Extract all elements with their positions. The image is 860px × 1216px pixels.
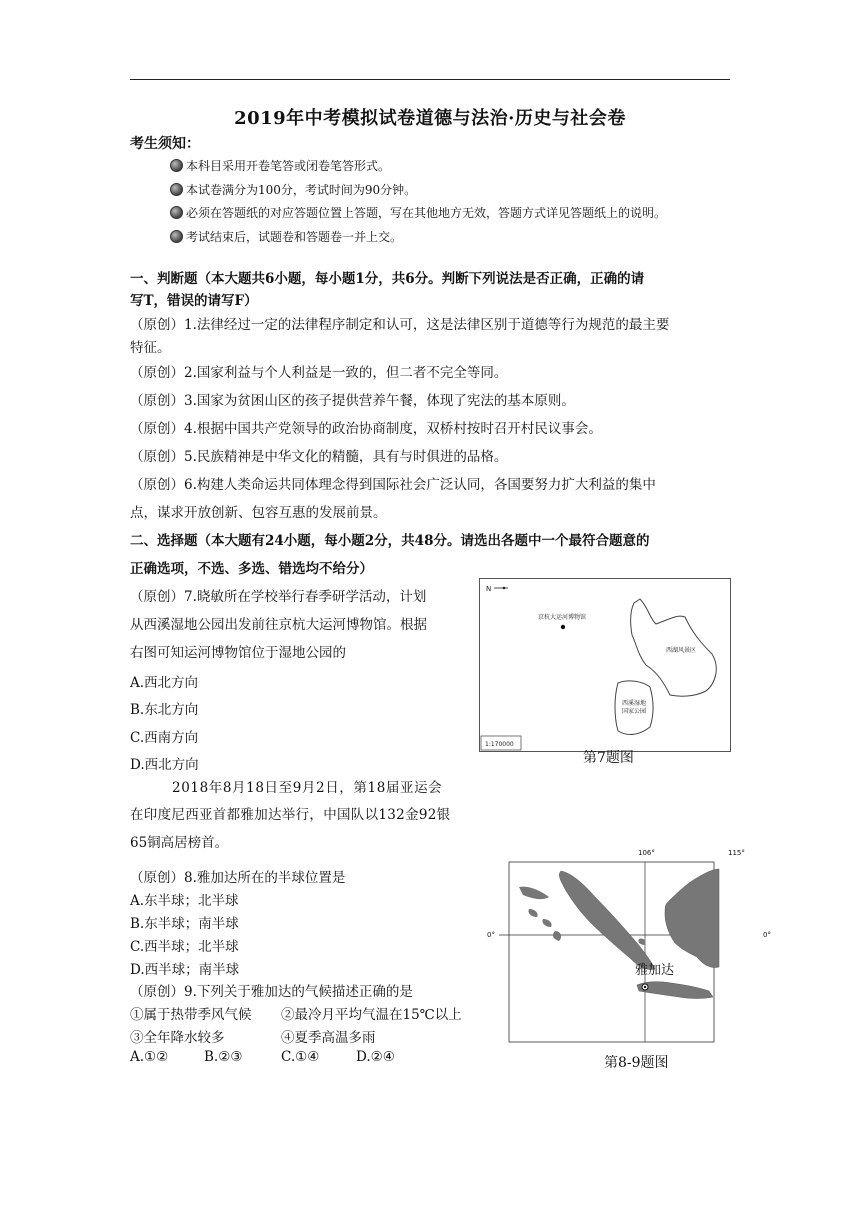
indonesia-map	[499, 857, 729, 1043]
q9-option-c: C.①④	[281, 1049, 320, 1065]
question-7-cont: 右图可知运河博物馆位于湿地公园的	[130, 645, 346, 661]
bullet-icon	[170, 159, 183, 172]
question-8: （原创）8.雅加达所在的半球位置是	[130, 870, 346, 886]
bullet-icon	[170, 230, 183, 243]
q7-option-c: C.西南方向	[130, 730, 199, 746]
q9-option-d: D.②④	[356, 1049, 395, 1065]
lon-label-115: 115°	[728, 849, 745, 857]
notice-heading: 考生须知：	[130, 136, 200, 152]
question-6-cont: 点，谋求开放创新、包容互惠的发展前景。	[130, 505, 387, 521]
question-6: （原创）6.构建人类命运共同体理念得到国际社会广泛认同，各国要努力扩大利益的集中	[130, 477, 656, 493]
question-3: （原创）3.国家为贫困山区的孩子提供营养午餐，体现了宪法的基本原则。	[130, 393, 575, 409]
borneo-island	[665, 869, 719, 968]
hangzhou-map	[480, 579, 730, 751]
notice-item: 必须在答题纸的对应答题位置上答题，写在其他地方无效，答题方式详见答题纸上的说明。	[170, 204, 666, 221]
westlake-label: 西湖风景区	[666, 647, 697, 654]
q9-statement-3: ③全年降水较多	[130, 1030, 225, 1046]
section2-heading-cont: 正确选项，不选、多选、错选均不给分）	[130, 561, 373, 577]
bullet-icon	[170, 183, 183, 196]
section1-heading: 一、判断题（本大题共6小题，每小题1分，共6分。判断下列说法是否正确，正确的请	[130, 271, 645, 287]
lon-label-106: 106°	[638, 849, 655, 857]
passage-cont: 65铜高居榜首。	[130, 835, 229, 851]
page-title: 2019年中考模拟试卷道德与法治·历史与社会卷	[234, 108, 626, 129]
question-1: （原创）1.法律经过一定的法律程序制定和认可，这是法律区别于道德等行为规范的最主要	[130, 317, 670, 333]
q7-option-a: A.西北方向	[130, 675, 199, 691]
museum-label: 京杭大运河博物馆	[538, 614, 587, 621]
map-question-8-9	[499, 857, 729, 1043]
scale-label: 1:170000	[485, 741, 514, 748]
question-7-cont: 从西溪湿地公园出发前往京杭大运河博物馆。根据	[130, 617, 427, 633]
map8-caption: 第8-9题图	[604, 1055, 669, 1071]
top-rule	[130, 79, 730, 80]
map7-caption: 第7题图	[583, 750, 634, 766]
passage: 2018年8月18日至9月2日，第18届亚运会	[172, 780, 443, 796]
passage-cont: 在印度尼西亚首都雅加达举行，中国队以132金92银	[130, 807, 451, 823]
q9-option-a: A.①②	[130, 1049, 169, 1065]
bullet-icon	[170, 206, 183, 219]
lat-label-left: 0°	[487, 931, 495, 939]
question-4: （原创）4.根据中国共产党领导的政治协商制度，双桥村按时召开村民议事会。	[130, 421, 602, 437]
question-7: （原创）7.晓敏所在学校举行春季研学活动，计划	[130, 589, 427, 605]
xixi-label: 西溪湿地	[622, 700, 647, 707]
question-5: （原创）5.民族精神是中华文化的精髓，具有与时俱进的品格。	[130, 449, 508, 465]
q7-option-d: D.西北方向	[130, 757, 199, 773]
north-label: N	[486, 585, 492, 593]
q8-option-c: C.西半球；北半球	[130, 939, 239, 955]
section2-heading: 二、选择题（本大题有24小题，每小题2分，共48分。请选出各题中一个最符合题意的	[130, 533, 650, 549]
q8-option-a: A.东半球；北半球	[130, 893, 239, 909]
map-question-7	[479, 578, 731, 752]
xixi-label-cont: 国家公园	[622, 708, 647, 715]
q9-option-b: B.②③	[204, 1049, 243, 1065]
jakarta-label: 雅加达	[635, 963, 675, 978]
notice-item: 考试结束后，试题卷和答题卷一并上交。	[170, 228, 402, 245]
q9-statement-1: ①属于热带季风气候	[130, 1007, 252, 1023]
lat-label-right: 0°	[763, 931, 771, 939]
q9-statement-2: ②最冷月平均气温在15℃以上	[281, 1007, 462, 1023]
q8-option-b: B.东半球；南半球	[130, 916, 239, 932]
notice-item: 本试卷满分为100分，考试时间为90分钟。	[170, 181, 416, 198]
question-2: （原创）2.国家利益与个人利益是一致的，但二者不完全等同。	[130, 365, 508, 381]
q9-statement-4: ④夏季高温多雨	[281, 1030, 376, 1046]
notice-item: 本科目采用开卷笔答或闭卷笔答形式。	[170, 157, 390, 174]
q7-option-b: B.东北方向	[130, 702, 199, 718]
question-1-cont: 特征。	[130, 340, 171, 356]
q8-option-d: D.西半球；南半球	[130, 962, 240, 978]
java-island	[637, 982, 713, 999]
museum-point-icon	[561, 625, 565, 629]
sumatra-island	[559, 871, 655, 970]
question-9: （原创）9.下列关于雅加达的气候描述正确的是	[130, 984, 413, 1000]
section1-heading-cont: 写T，错误的请写F）	[130, 293, 258, 309]
